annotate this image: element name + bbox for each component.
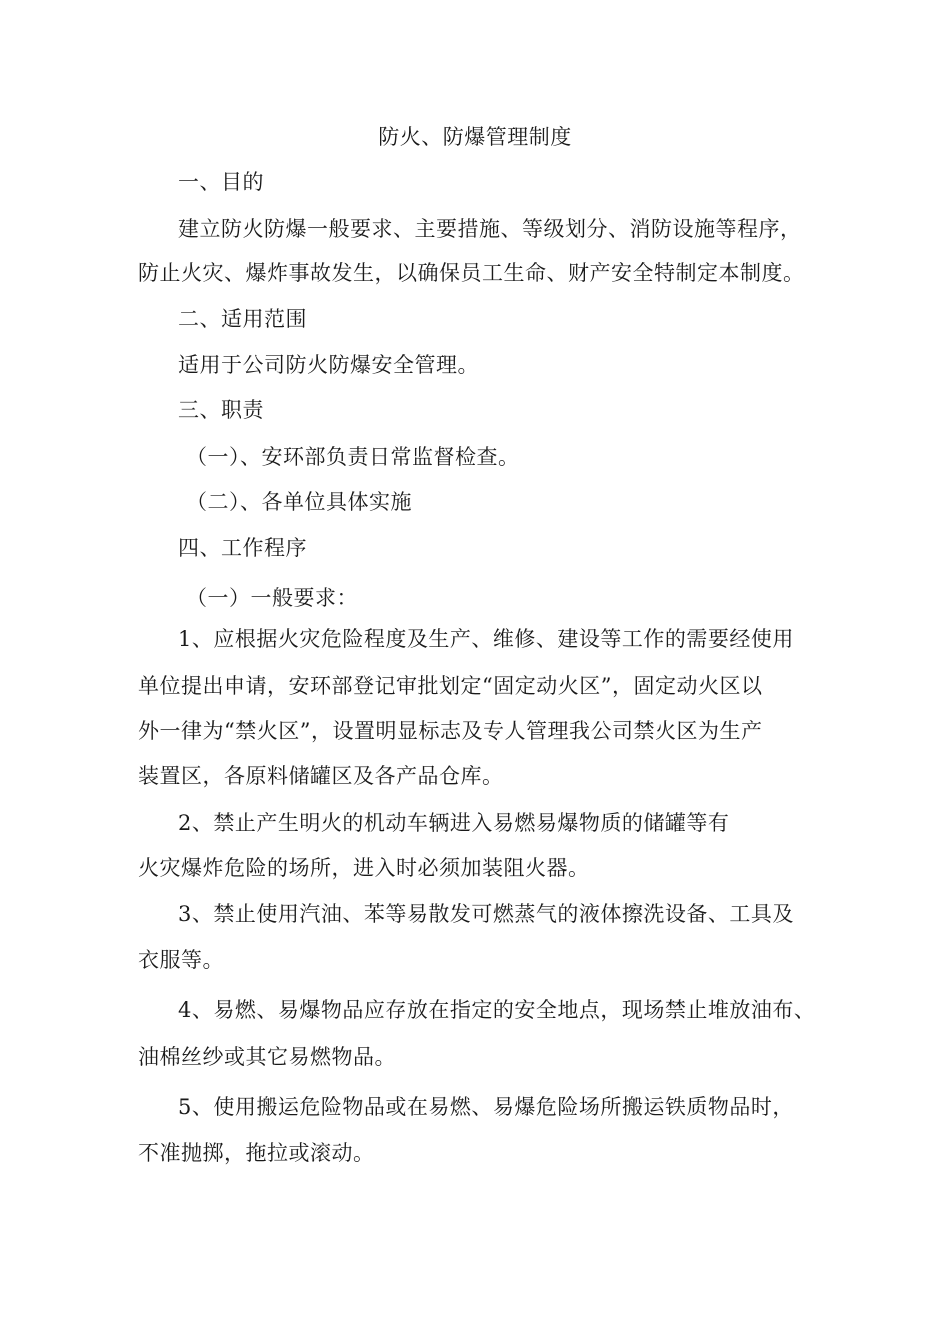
section-heading-duties: 三、职责 (178, 398, 264, 422)
section-heading-purpose: 一、目的 (178, 170, 264, 194)
procedure-item-line: 2、禁止产生明火的机动车辆进入易燃易爆物质的储罐等有 (178, 811, 730, 835)
procedure-item-line: 4、易燃、易爆物品应存放在指定的安全地点，现场禁止堆放油布、 (178, 998, 816, 1022)
procedure-item-line: 1、应根据火灾危险程度及生产、维修、建设等工作的需要经使用 (178, 627, 794, 651)
procedure-item-line: 衣服等。 (138, 948, 224, 972)
procedure-item-line: 不准抛掷，拖拉或滚动。 (138, 1141, 375, 1165)
procedure-item-line: 外一律为“禁火区”，设置明显标志及专人管理我公司禁火区为生产 (138, 719, 763, 743)
paragraph-line: 适用于公司防火防爆安全管理。 (178, 353, 479, 377)
procedure-item-line: 5、使用搬运危险物品或在易燃、易爆危险场所搬运铁质物品时， (178, 1095, 794, 1119)
paragraph-line: 防止火灾、爆炸事故发生，以确保员工生命、财产安全特制定本制度。 (138, 261, 805, 285)
document-title: 防火、防爆管理制度 (378, 125, 572, 149)
section-heading-scope: 二、适用范围 (178, 307, 307, 331)
procedure-item-line: 3、禁止使用汽油、苯等易散发可燃蒸气的液体擦洗设备、工具及 (178, 902, 794, 926)
subsection-heading: （一）一般要求： (186, 586, 358, 610)
paragraph-line: 建立防火防爆一般要求、主要措施、等级划分、消防设施等程序， (178, 217, 802, 241)
procedure-item-line: 油棉丝纱或其它易燃物品。 (138, 1045, 396, 1069)
procedure-item-line: 单位提出申请，安环部登记审批划定“固定动火区”，固定动火区以 (138, 674, 763, 698)
procedure-item-line: 装置区，各原料储罐区及各产品仓库。 (138, 764, 504, 788)
duty-item: （一）、安环部负责日常监督检查。 (186, 445, 520, 469)
procedure-item-line: 火灾爆炸危险的场所，进入时必须加装阻火器。 (138, 856, 590, 880)
section-heading-procedure: 四、工作程序 (178, 536, 307, 560)
duty-item: （二）、各单位具体实施 (186, 490, 412, 514)
